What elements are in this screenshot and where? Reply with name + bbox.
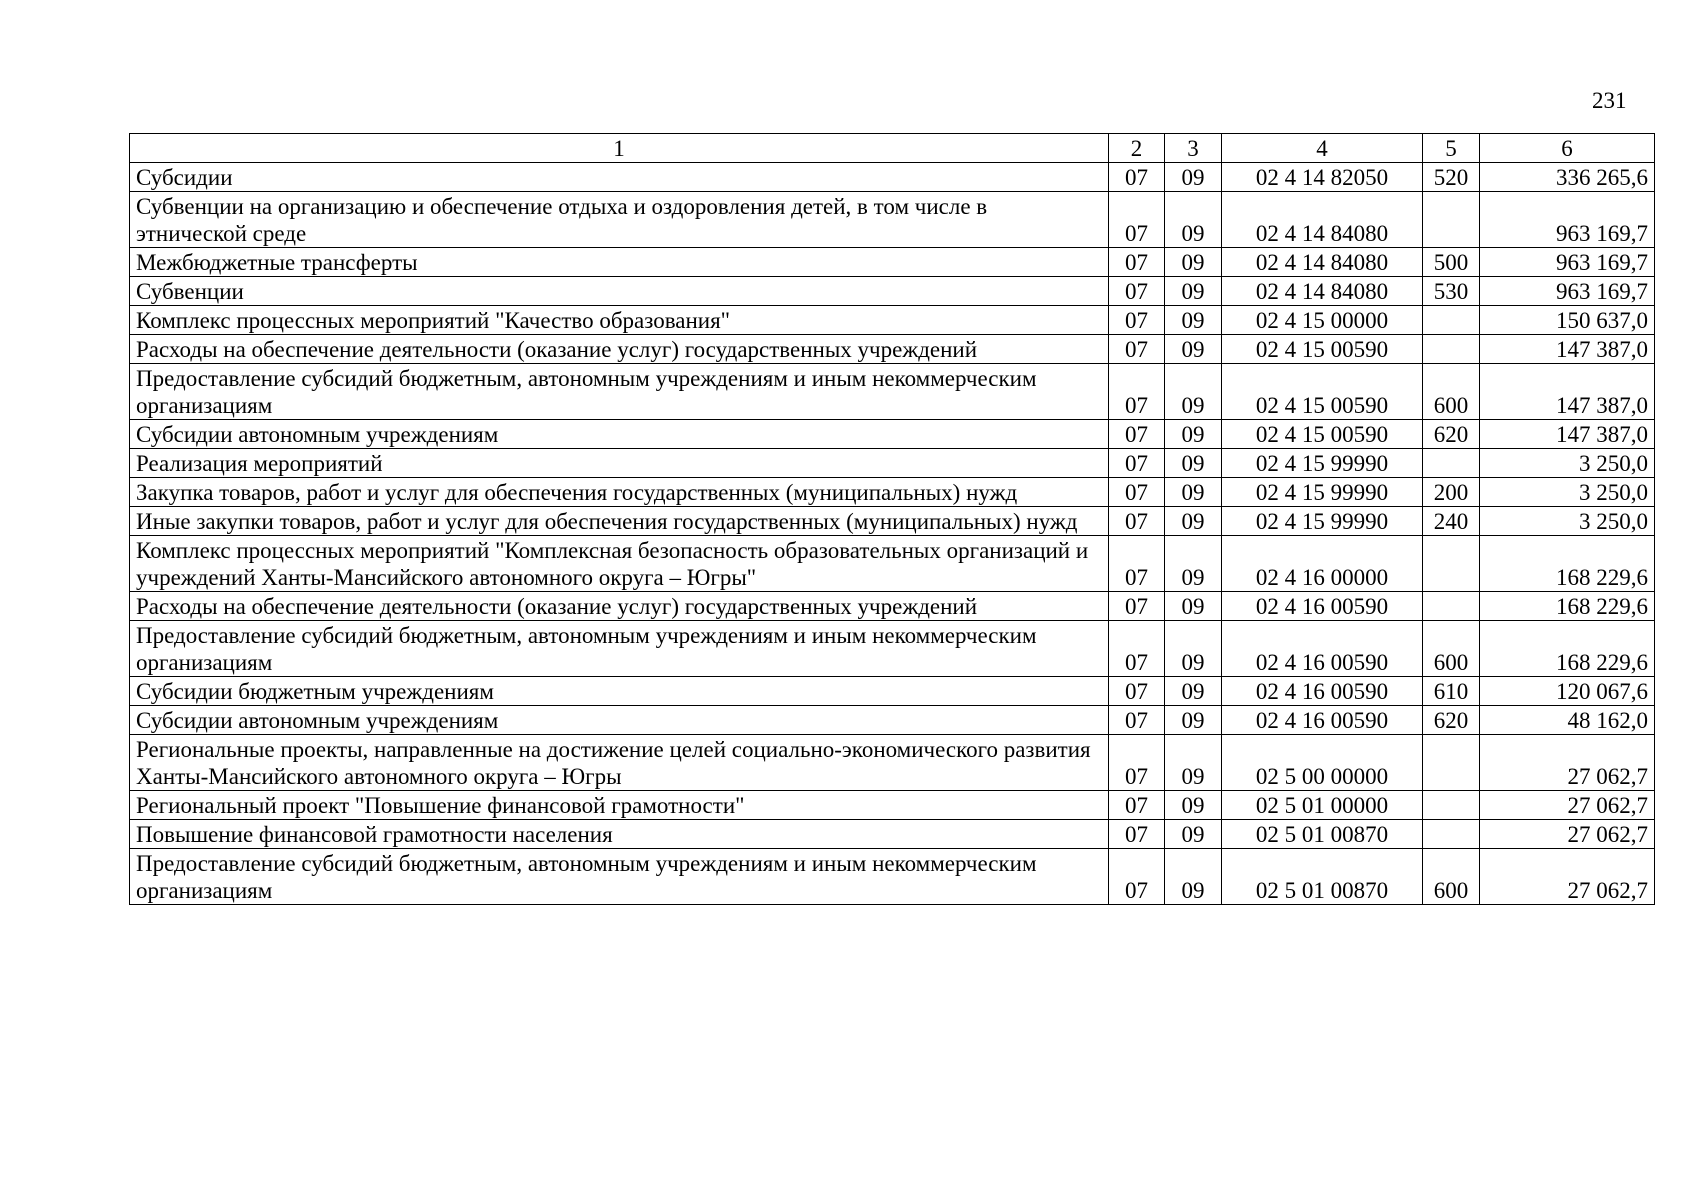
- expense-type-cell: [1423, 536, 1480, 592]
- table-row: [130, 306, 1655, 335]
- row-name-cell: Комплекс процессных мероприятий "Комплексная безопасность образовательных организаций и учреждений Ханты-Мансийского автономного округа – Югры": [130, 536, 1109, 592]
- table-row: [130, 791, 1655, 820]
- subsection-code-cell: 09: [1165, 335, 1222, 364]
- row-name-cell: Расходы на обеспечение деятельности (оказание услуг) государственных учреждений: [130, 592, 1109, 621]
- expense-type-cell: 610: [1423, 677, 1480, 706]
- subsection-code-cell: 09: [1165, 677, 1222, 706]
- budget-table: [129, 133, 1655, 905]
- row-name-cell: Повышение финансовой грамотности населения: [130, 820, 1109, 849]
- section-code-cell: 07: [1109, 420, 1165, 449]
- row-name-cell: Региональные проекты, направленные на достижение целей социально-экономического развития Ханты-Мансийского автономного округа – Югры: [130, 735, 1109, 791]
- expense-type-cell: 600: [1423, 621, 1480, 677]
- target-article-cell: 02 4 14 84080: [1222, 277, 1423, 306]
- expense-type-cell: 600: [1423, 849, 1480, 905]
- row-name-cell: Предоставление субсидий бюджетным, автономным учреждениям и иным некоммерческим организациям: [130, 849, 1109, 905]
- subsection-code-cell: 09: [1165, 449, 1222, 478]
- target-article-cell: 02 4 16 00590: [1222, 592, 1423, 621]
- table-row: [130, 335, 1655, 364]
- amount-cell: 147 387,0: [1480, 335, 1655, 364]
- amount-cell: 27 062,7: [1480, 735, 1655, 791]
- amount-cell: 963 169,7: [1480, 248, 1655, 277]
- expense-type-cell: 600: [1423, 364, 1480, 420]
- section-code-cell: 07: [1109, 248, 1165, 277]
- header-cell-4: 4: [1222, 134, 1423, 163]
- amount-cell: 168 229,6: [1480, 592, 1655, 621]
- table-row: [130, 592, 1655, 621]
- subsection-code-cell: 09: [1165, 849, 1222, 905]
- table-row: [130, 820, 1655, 849]
- target-article-cell: 02 4 15 00590: [1222, 335, 1423, 364]
- subsection-code-cell: 09: [1165, 621, 1222, 677]
- row-name-cell: Закупка товаров, работ и услуг для обеспечения государственных (муниципальных) нужд: [130, 478, 1109, 507]
- subsection-code-cell: 09: [1165, 163, 1222, 192]
- row-name-cell: Межбюджетные трансферты: [130, 248, 1109, 277]
- expense-type-cell: [1423, 735, 1480, 791]
- row-name-cell: Субсидии автономным учреждениям: [130, 706, 1109, 735]
- subsection-code-cell: 09: [1165, 248, 1222, 277]
- amount-cell: 3 250,0: [1480, 449, 1655, 478]
- subsection-code-cell: 09: [1165, 277, 1222, 306]
- target-article-cell: 02 4 16 00590: [1222, 677, 1423, 706]
- amount-cell: 48 162,0: [1480, 706, 1655, 735]
- section-code-cell: 07: [1109, 306, 1165, 335]
- target-article-cell: 02 4 14 84080: [1222, 248, 1423, 277]
- section-code-cell: 07: [1109, 820, 1165, 849]
- target-article-cell: 02 4 15 99990: [1222, 507, 1423, 536]
- section-code-cell: 07: [1109, 706, 1165, 735]
- header-cell-6: 6: [1480, 134, 1655, 163]
- amount-cell: 963 169,7: [1480, 277, 1655, 306]
- section-code-cell: 07: [1109, 163, 1165, 192]
- section-code-cell: 07: [1109, 621, 1165, 677]
- table-row: [130, 248, 1655, 277]
- table-row: [130, 364, 1655, 420]
- table-row: [130, 449, 1655, 478]
- row-name-cell: Предоставление субсидий бюджетным, автономным учреждениям и иным некоммерческим организациям: [130, 364, 1109, 420]
- row-name-cell: Региональный проект "Повышение финансовой грамотности": [130, 791, 1109, 820]
- section-code-cell: 07: [1109, 478, 1165, 507]
- subsection-code-cell: 09: [1165, 306, 1222, 335]
- table-row: [130, 621, 1655, 677]
- header-cell-5: 5: [1423, 134, 1480, 163]
- header-cell-3: 3: [1165, 134, 1222, 163]
- subsection-code-cell: 09: [1165, 592, 1222, 621]
- table-row: [130, 192, 1655, 248]
- table-header-row: [130, 134, 1655, 163]
- subsection-code-cell: 09: [1165, 364, 1222, 420]
- expense-type-cell: [1423, 592, 1480, 621]
- table-row: [130, 277, 1655, 306]
- table-row: [130, 706, 1655, 735]
- subsection-code-cell: 09: [1165, 791, 1222, 820]
- amount-cell: 147 387,0: [1480, 420, 1655, 449]
- row-name-cell: Субвенции: [130, 277, 1109, 306]
- target-article-cell: 02 4 14 82050: [1222, 163, 1423, 192]
- expense-type-cell: [1423, 306, 1480, 335]
- section-code-cell: 07: [1109, 449, 1165, 478]
- header-cell-1: 1: [130, 134, 1109, 163]
- target-article-cell: 02 4 16 00590: [1222, 621, 1423, 677]
- amount-cell: 27 062,7: [1480, 849, 1655, 905]
- section-code-cell: 07: [1109, 791, 1165, 820]
- header-cell-2: 2: [1109, 134, 1165, 163]
- amount-cell: 336 265,6: [1480, 163, 1655, 192]
- amount-cell: 168 229,6: [1480, 621, 1655, 677]
- section-code-cell: 07: [1109, 677, 1165, 706]
- section-code-cell: 07: [1109, 849, 1165, 905]
- expense-type-cell: 620: [1423, 420, 1480, 449]
- subsection-code-cell: 09: [1165, 536, 1222, 592]
- amount-cell: 147 387,0: [1480, 364, 1655, 420]
- expense-type-cell: 240: [1423, 507, 1480, 536]
- expense-type-cell: 530: [1423, 277, 1480, 306]
- row-name-cell: Реализация мероприятий: [130, 449, 1109, 478]
- table-row: [130, 507, 1655, 536]
- target-article-cell: 02 4 15 99990: [1222, 478, 1423, 507]
- section-code-cell: 07: [1109, 592, 1165, 621]
- amount-cell: 3 250,0: [1480, 507, 1655, 536]
- target-article-cell: 02 5 01 00000: [1222, 791, 1423, 820]
- subsection-code-cell: 09: [1165, 820, 1222, 849]
- table-row: [130, 677, 1655, 706]
- expense-type-cell: 620: [1423, 706, 1480, 735]
- expense-type-cell: [1423, 820, 1480, 849]
- row-name-cell: Субсидии: [130, 163, 1109, 192]
- row-name-cell: Субвенции на организацию и обеспечение отдыха и оздоровления детей, в том числе в этнической среде: [130, 192, 1109, 248]
- expense-type-cell: [1423, 449, 1480, 478]
- section-code-cell: 07: [1109, 735, 1165, 791]
- table-row: [130, 735, 1655, 791]
- amount-cell: 150 637,0: [1480, 306, 1655, 335]
- section-code-cell: 07: [1109, 192, 1165, 248]
- target-article-cell: 02 4 16 00000: [1222, 536, 1423, 592]
- target-article-cell: 02 4 14 84080: [1222, 192, 1423, 248]
- target-article-cell: 02 4 15 00590: [1222, 364, 1423, 420]
- section-code-cell: 07: [1109, 277, 1165, 306]
- table-row: [130, 478, 1655, 507]
- table-row: [130, 420, 1655, 449]
- subsection-code-cell: 09: [1165, 420, 1222, 449]
- target-article-cell: 02 4 16 00590: [1222, 706, 1423, 735]
- table-row: [130, 849, 1655, 905]
- row-name-cell: Субсидии автономным учреждениям: [130, 420, 1109, 449]
- amount-cell: 963 169,7: [1480, 192, 1655, 248]
- row-name-cell: Субсидии бюджетным учреждениям: [130, 677, 1109, 706]
- expense-type-cell: [1423, 335, 1480, 364]
- row-name-cell: Расходы на обеспечение деятельности (оказание услуг) государственных учреждений: [130, 335, 1109, 364]
- section-code-cell: 07: [1109, 335, 1165, 364]
- subsection-code-cell: 09: [1165, 735, 1222, 791]
- amount-cell: 120 067,6: [1480, 677, 1655, 706]
- table-row: [130, 163, 1655, 192]
- amount-cell: 168 229,6: [1480, 536, 1655, 592]
- expense-type-cell: 520: [1423, 163, 1480, 192]
- table-row: [130, 536, 1655, 592]
- section-code-cell: 07: [1109, 536, 1165, 592]
- target-article-cell: 02 4 15 00000: [1222, 306, 1423, 335]
- target-article-cell: 02 4 15 99990: [1222, 449, 1423, 478]
- amount-cell: 3 250,0: [1480, 478, 1655, 507]
- table-body: [130, 134, 1655, 905]
- subsection-code-cell: 09: [1165, 507, 1222, 536]
- amount-cell: 27 062,7: [1480, 820, 1655, 849]
- row-name-cell: Предоставление субсидий бюджетным, автономным учреждениям и иным некоммерческим организациям: [130, 621, 1109, 677]
- target-article-cell: 02 5 00 00000: [1222, 735, 1423, 791]
- amount-cell: 27 062,7: [1480, 791, 1655, 820]
- target-article-cell: 02 5 01 00870: [1222, 820, 1423, 849]
- section-code-cell: 07: [1109, 507, 1165, 536]
- target-article-cell: 02 4 15 00590: [1222, 420, 1423, 449]
- subsection-code-cell: 09: [1165, 478, 1222, 507]
- row-name-cell: Комплекс процессных мероприятий "Качество образования": [130, 306, 1109, 335]
- subsection-code-cell: 09: [1165, 192, 1222, 248]
- expense-type-cell: 500: [1423, 248, 1480, 277]
- subsection-code-cell: 09: [1165, 706, 1222, 735]
- expense-type-cell: [1423, 791, 1480, 820]
- expense-type-cell: 200: [1423, 478, 1480, 507]
- row-name-cell: Иные закупки товаров, работ и услуг для обеспечения государственных (муниципальных) нужд: [130, 507, 1109, 536]
- page-number: 231: [1592, 88, 1627, 113]
- section-code-cell: 07: [1109, 364, 1165, 420]
- expense-type-cell: [1423, 192, 1480, 248]
- target-article-cell: 02 5 01 00870: [1222, 849, 1423, 905]
